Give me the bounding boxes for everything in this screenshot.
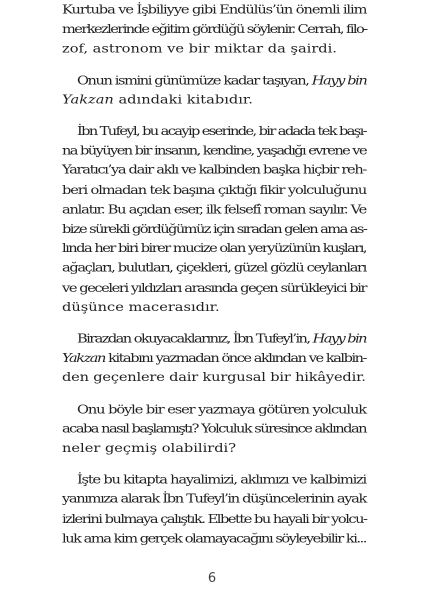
text-line: Yaratıcı’ya dair aklı ve kalbinden başka hiçbir reh- — [62, 163, 366, 178]
paragraph-5 — [62, 399, 366, 458]
text-line: izlerini bulmaya çalıştık. Elbette bu hayali bir yolcu- — [62, 511, 367, 527]
text-line — [62, 71, 366, 91]
text-line: İbn Tufeyl, bu acayip eserinde, bir adada tek başı- — [77, 123, 366, 139]
text-line: Onu böyle bir eser yazmaya götüren yolculuk — [77, 402, 366, 417]
text-fragment: Onun ismini günümüze kadar taşıyan, — [77, 73, 312, 88]
paragraph-4 — [62, 329, 366, 388]
book-title-italic: Hayy bin — [311, 73, 367, 88]
paragraph-2 — [62, 71, 366, 110]
book-title-italic: Yakzan — [62, 351, 105, 366]
text-line: beri olmadan tek başına çıktığı fikir yolculuğunu — [62, 182, 367, 198]
text-line: ve geceleri yıldızları arasında geçen sürükleyici bir — [62, 280, 367, 295]
text-fragment: kitabını yazmadan önce aklından ve kalbin- — [104, 351, 366, 366]
text-line: luk ama kim gerçek olamayacağını söyleyebilir ki... — [62, 531, 366, 546]
text-line — [62, 90, 366, 110]
page-number: 6 — [207, 571, 217, 586]
body-text — [62, 0, 366, 560]
text-line: anlatır. Bu açıdan eser, ilk felsefî roman sayılır. Ve — [62, 202, 367, 217]
text-fragment: adındaki kitabıdır. — [113, 92, 253, 107]
text-line — [62, 349, 366, 369]
text-line: zof, astronom ve bir miktar da şairdi. — [62, 41, 337, 57]
text-line: acaba nasıl başlamıştı? Yolculuk süresince aklından — [62, 421, 366, 436]
text-line: lında her biri birer mucize olan yeryüzünün kuşları, — [62, 241, 366, 256]
text-line: yanımıza alarak İbn Tufeyl’in düşüncelerinin ayak — [62, 492, 366, 507]
text-line: İşte bu kitapta hayalimizi, aklımızı ve kalbimizi — [77, 472, 366, 487]
paragraph-6 — [62, 470, 366, 548]
book-title-italic: Hayy bin — [312, 331, 367, 346]
text-line: bize sürekli gördüğümüz için sıradan gelen ama as- — [62, 221, 367, 237]
text-line: na büyüyen bir insanın, kendine, yaşadığı evrene ve — [62, 143, 366, 158]
text-line: düşünce macerasıdır. — [62, 300, 220, 315]
text-line: merkezlerinde eğitim gördüğü söylenir. Cerrah, filo- — [62, 22, 367, 37]
paragraph-3 — [62, 121, 366, 317]
text-line: den geçenlere dair kurgusal bir hikâyedir. — [62, 370, 366, 385]
text-line — [62, 329, 366, 349]
paragraph-1 — [62, 0, 366, 59]
text-line: neler geçmiş olabilirdi? — [62, 441, 237, 456]
text-line: Kurtuba ve İşbiliyye gibi Endülüs’ün önemli ilim — [62, 2, 367, 17]
text-fragment: Birazdan okuyacaklarınız, İbn Tufeyl’in, — [77, 331, 313, 346]
book-title-italic: Yakzan — [62, 92, 114, 107]
text-line: ağaçları, bulutları, çiçekleri, güzel gözlü ceylanları — [62, 260, 366, 276]
